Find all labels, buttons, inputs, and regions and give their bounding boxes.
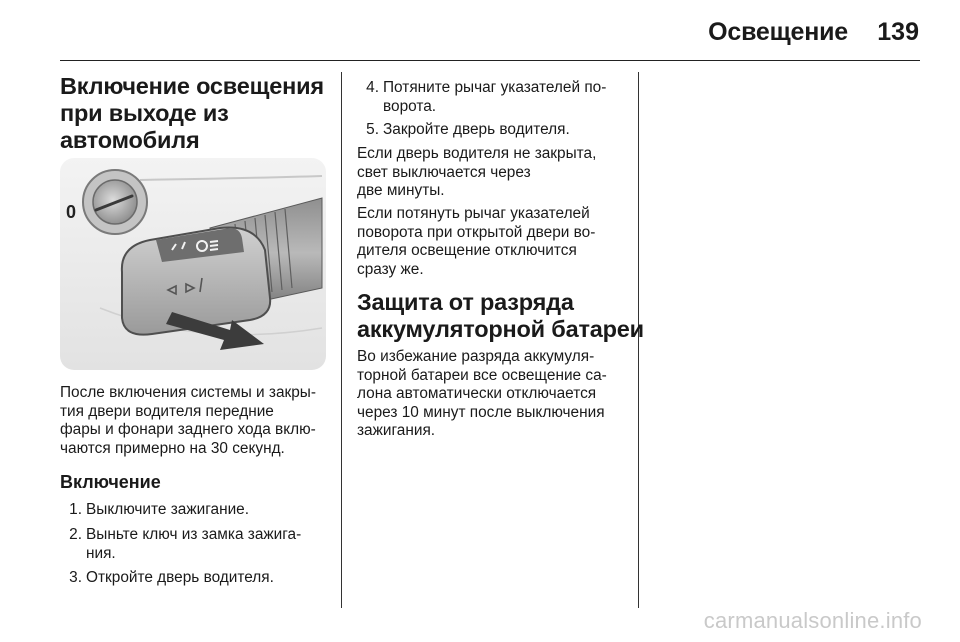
light-switch-illustration (60, 158, 326, 370)
subheading-activation: Включение (60, 472, 161, 492)
chapter-title: Освещение (708, 18, 848, 46)
ignition-position-label: 0 (66, 202, 77, 222)
lever-paragraph: Если потянуть рычаг указателей поворота при открытой двери во- дителя освещение отключится сразу же. (357, 205, 596, 278)
section-heading: Включение освещения при выходе из автомобиля (60, 73, 324, 153)
watermark: carmanualsonline.info (703, 608, 922, 633)
intro-paragraph: После включения системы и закры- тия двери водителя передние фары и фонари заднего хода вклю- чаются примерно на 30 секунд. (60, 384, 316, 457)
list-item: 2. Выньте ключ из замка зажига- ния. (69, 526, 302, 562)
list-item: 4. Потяните рычаг указателей по- ворота. (366, 79, 607, 115)
door-open-paragraph: Если дверь водителя не закрыта, свет выключается через две минуты. (357, 145, 597, 200)
page-number: 139 (877, 18, 919, 46)
list-item: 3. Откройте дверь водителя. (69, 569, 274, 586)
list-item: 5. Закройте дверь водителя. (366, 121, 570, 138)
section-heading: Защита от разряда аккумуляторной батареи (357, 289, 644, 342)
header-rule (60, 60, 920, 61)
list-item: 1. Выключите зажигание. (69, 501, 250, 518)
battery-paragraph: Во избежание разряда аккумуля- торной батареи все освещение са- лона автоматически отключается через 10 минут после выключения зажигания. (357, 348, 607, 440)
column-divider-left (341, 72, 342, 608)
